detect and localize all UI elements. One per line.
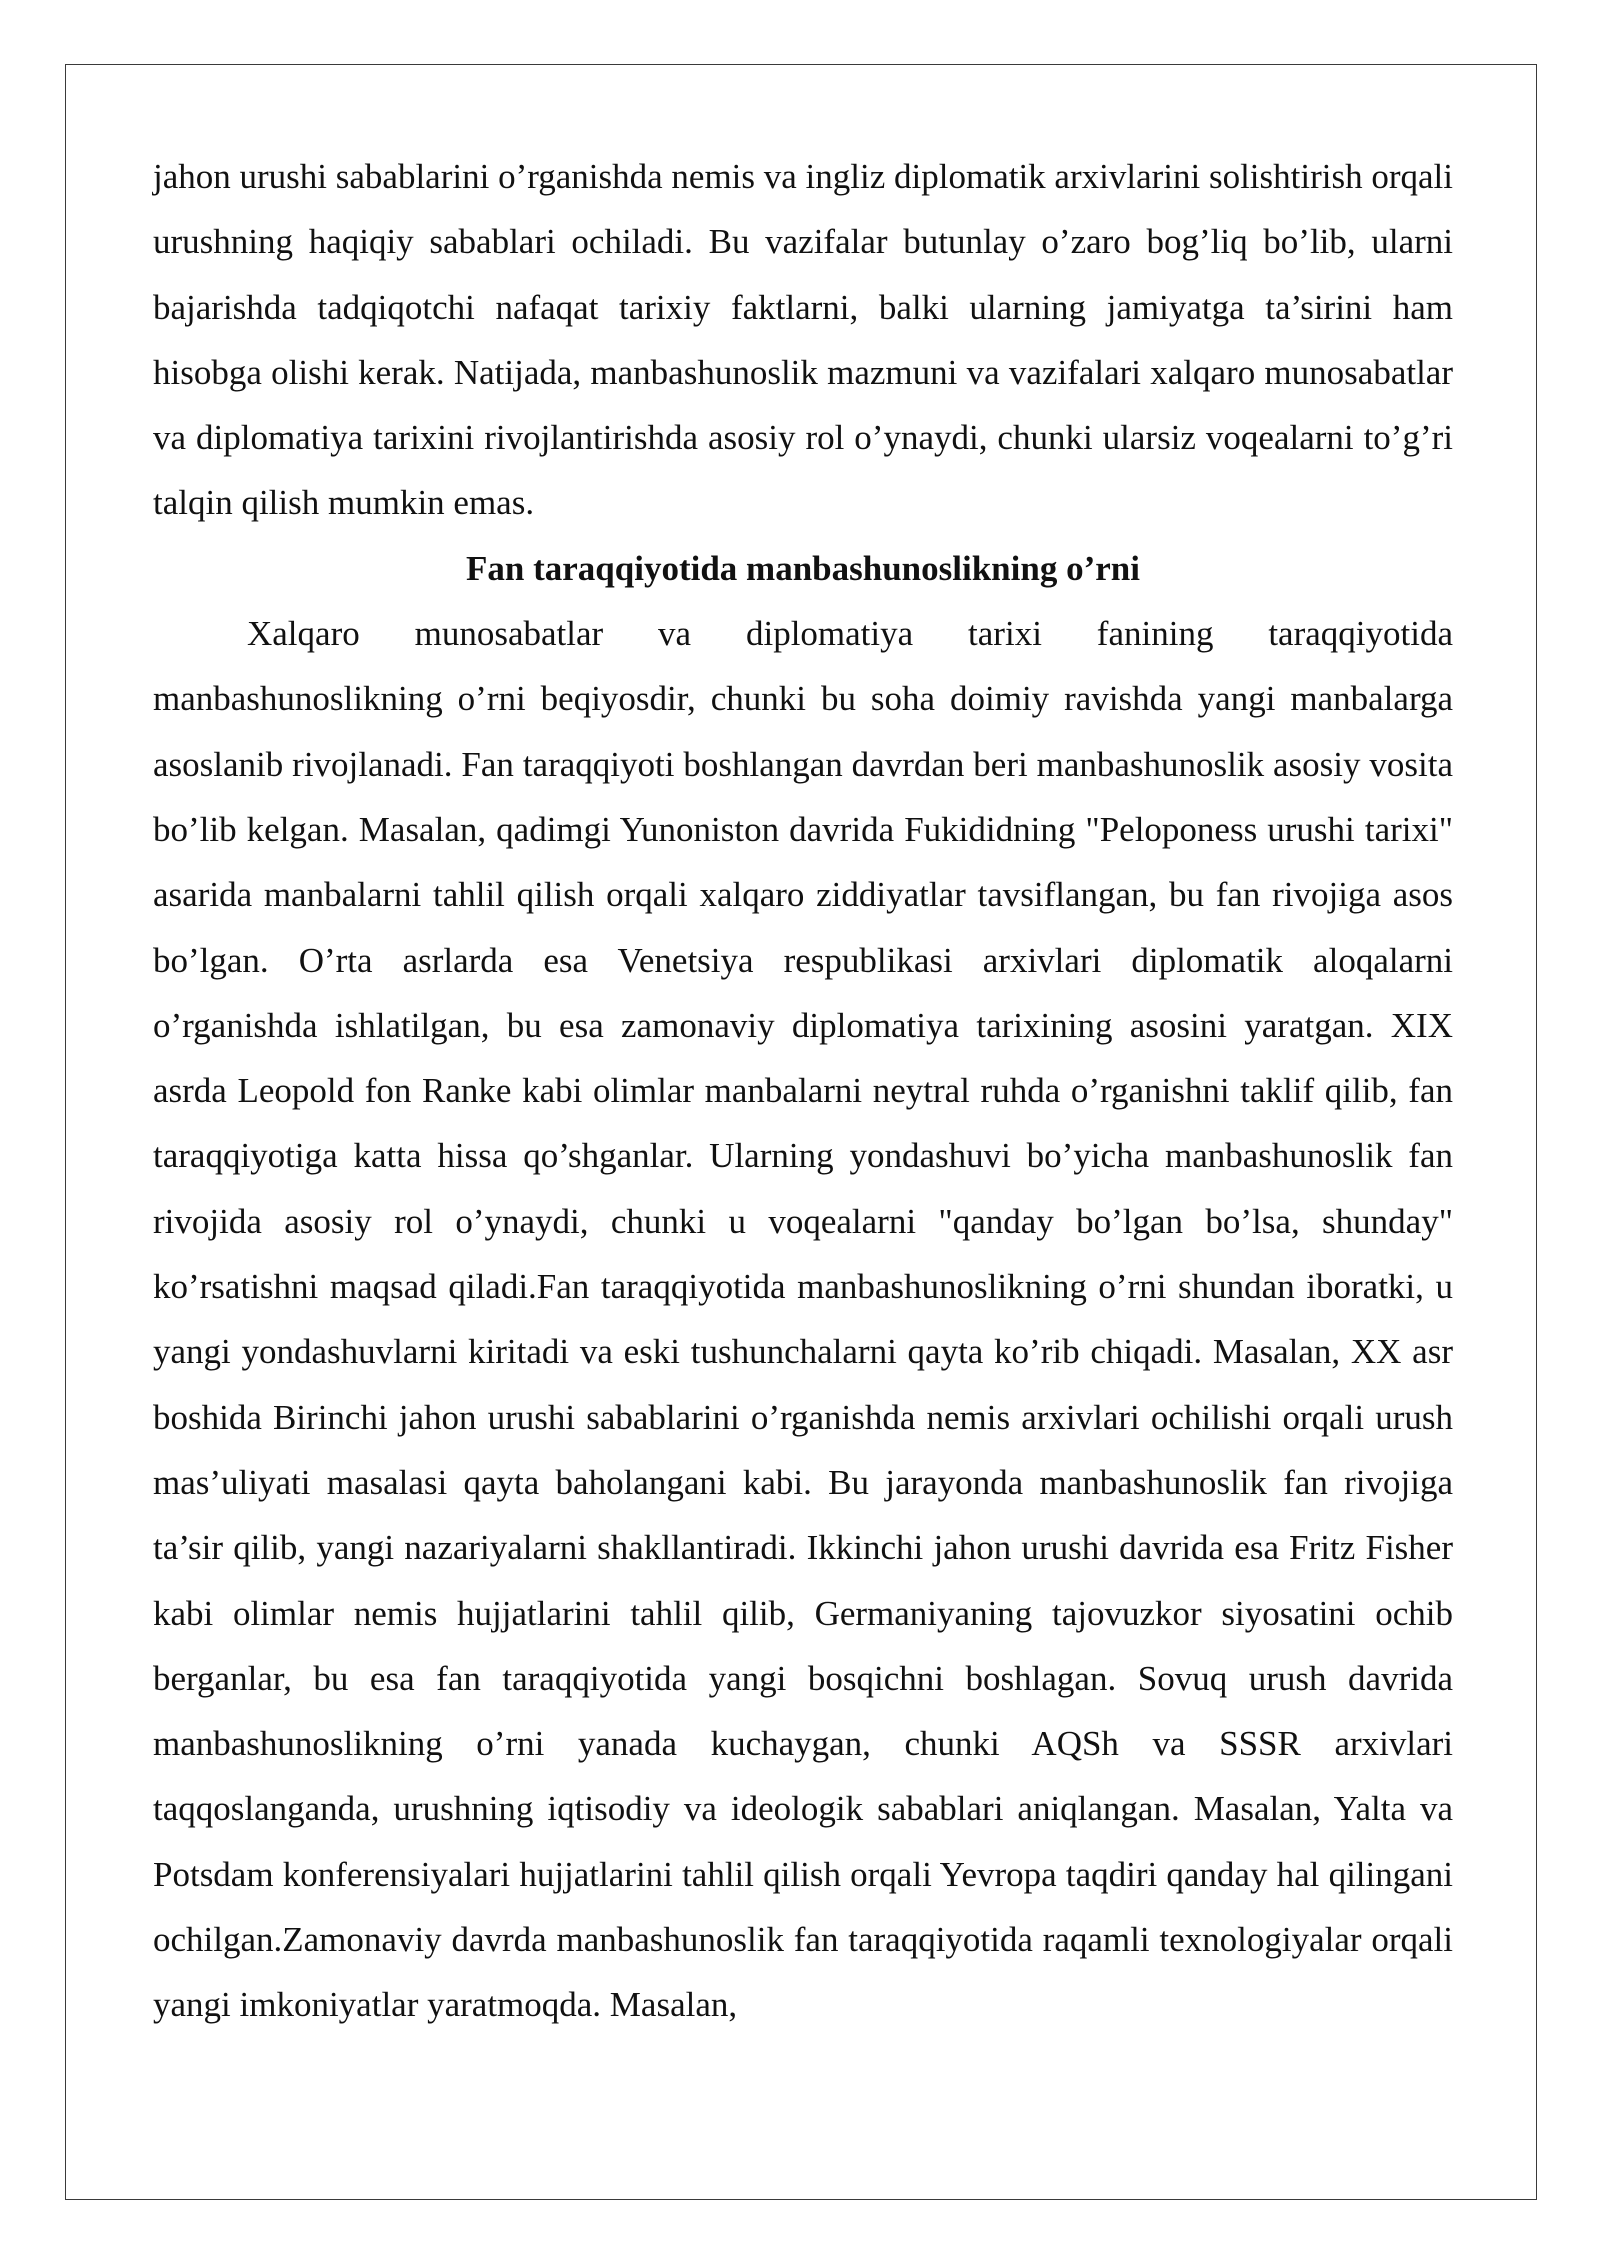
document-body	[153, 144, 1453, 2038]
paragraph-main: Xalqaro munosabatlar va diplomatiya tarixi fanining taraqqiyotida manbashunoslikning o’rni beqiyosdir, chunki bu soha doimiy ravishda yangi manbalarga asoslanib rivojlanadi. Fan taraqqiyoti boshlangan davrdan beri manbashunoslik asosiy vosita bo’lib kelgan. Masalan, qadimgi Yunoniston davrida Fukididning "Peloponess urushi tarixi" asarida manbalarni tahlil qilish orqali xalqaro ziddiyatlar tavsiflangan, bu fan rivojiga asos bo’lgan. O’rta asrlarda esa Venetsiya respublikasi arxivlari diplomatik aloqalarni o’rganishda ishlatilgan, bu esa zamonaviy diplomatiya tarixining asosini yaratgan. XIX asrda Leopold fon Ranke kabi olimlar manbalarni neytral ruhda o’rganishni taklif qilib, fan taraqqiyotiga katta hissa qo’shganlar. Ularning yondashuvi bo’yicha manbashunoslik fan rivojida asosiy rol o’ynaydi, chunki u voqealarni "qanday bo’lgan bo’lsa, shunday" ko’rsatishni maqsad qiladi.Fan taraqqiyotida manbashunoslikning o’rni shundan iboratki, u yangi yondashuvlarni kiritadi va eski tushunchalarni qayta ko’rib chiqadi. Masalan, XX asr boshida Birinchi jahon urushi sabablarini o’rganishda nemis arxivlari ochilishi orqali urush mas’uliyati masalasi qayta baholangani kabi. Bu jarayonda manbashunoslik fan rivojiga ta’sir qilib, yangi nazariyalarni shakllantiradi. Ikkinchi jahon urushi davrida esa Fritz Fisher kabi olimlar nemis hujjatlarini tahlil qilib, Germaniyaning tajovuzkor siyosatini ochib berganlar, bu esa fan taraqqiyotida yangi bosqichni boshlagan. Sovuq urush davrida manbashunoslikning o’rni yanada kuchaygan, chunki AQSh va SSSR arxivlari taqqoslanganda, urushning iqtisodiy va ideologik sabablari aniqlangan. Masalan, Yalta va Potsdam konferensiyalari hujjatlarini tahlil qilish orqali Yevropa taqdiri qanday hal qilingani ochilgan.Zamonaviy davrda manbashunoslik fan taraqqiyotida raqamli texnologiyalar orqali yangi imkoniyatlar yaratmoqda. Masalan,	[153, 614, 1453, 2025]
paragraph-continued: jahon urushi sabablarini o’rganishda nemis va ingliz diplomatik arxivlarini solishtirish orqali urushning haqiqiy sabablari ochiladi. Bu vazifalar butunlay o’zaro bog’liq bo’lib, ularni bajarishda tadqiqotchi nafaqat tarixiy faktlarni, balki ularning jamiyatga ta’sirini ham hisobga olishi kerak. Natijada, manbashunoslik mazmuni va vazifalari xalqaro munosabatlar va diplomatiya tarixini rivojlantirishda asosiy rol o’ynaydi, chunki ularsiz voqealarni to’g’ri talqin qilish mumkin emas.	[153, 157, 1453, 523]
section-heading: Fan taraqqiyotida manbashunoslikning o’rni	[466, 548, 1140, 588]
